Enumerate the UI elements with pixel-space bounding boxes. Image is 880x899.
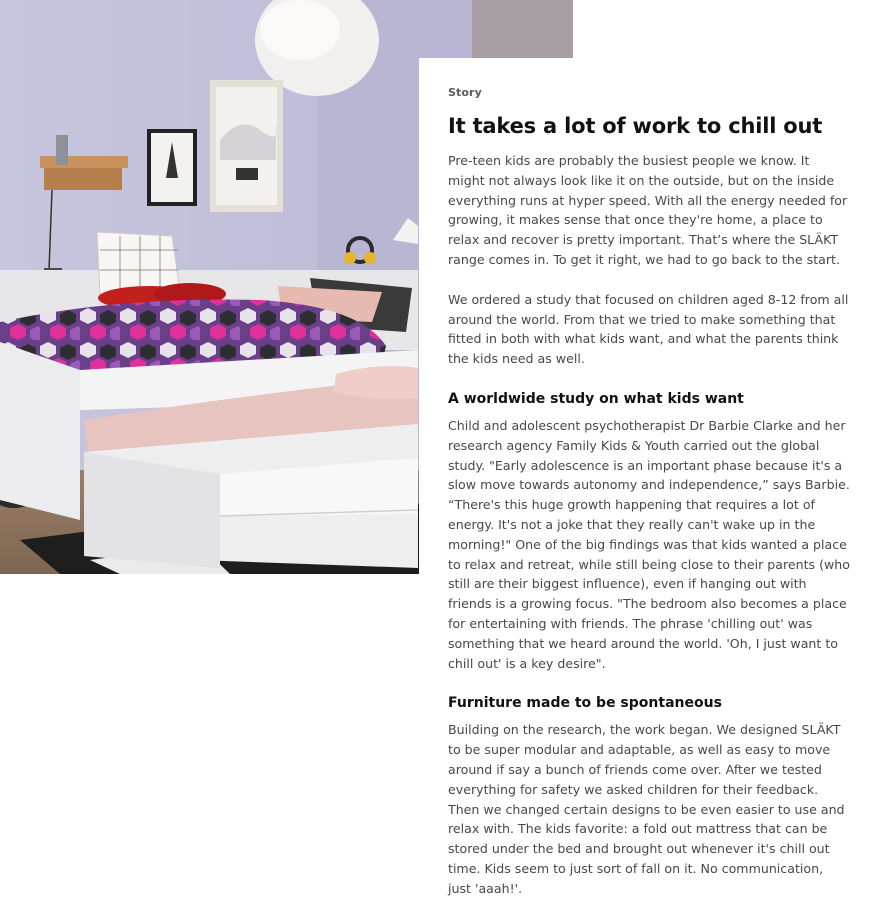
story-card [419,58,880,896]
section-body-study: Child and adolescent psychotherapist Dr Barbie Clarke and her research agency Family Kids & Youth carried out the global study. "Early adolescence is an important phase because it's a slow move towards autonomy and independence,” says Barbie. “There's this huge growth happening that requires a lot of energy. It's not a joke that they really can't wake up in the morning!" One of the big findings was that kids wanted a place to relax and retreat, while still being close to their parents (who still are their biggest influence), even if hanging out with friends is a growing focus. "The bedroom also becomes a place for entertaining with friends. The phrase 'chilling out' was something that we heard around the world. 'Oh, I just want to chill out' is a key desire". [448,417,850,671]
section-heading-furniture: Furniture made to be spontaneous [448,695,722,712]
article-title: It takes a lot of work to chill out [448,114,823,138]
story-eyebrow: Story [448,86,482,99]
section-heading-study: A worldwide study on what kids want [448,390,744,407]
section-body-furniture: Building on the research, the work began. We designed SLÄKT to be super modular and adaptable, as well as easy to move around if say a bunch of friends come over. After we tested everything for safety we asked children for their feedback. Then we changed certain designs to be even easier to use and relax with. The kids favorite: a fold out mattress that can be stored under the bed and brought out whenever it's chill out time. Kids seem to just sort of fall on it. No communication, just 'aaah!'. [448,722,845,896]
intro-paragraph-2: We ordered a study that focused on children aged 8-12 from all around the world. From that we tried to make something that fitted in both with what kids want, and what the parents think the kids need as well. [448,291,849,367]
intro-paragraph-1: Pre-teen kids are probably the busiest people we know. It might not always look like it on the outside, but on the inside everything runs at hyper speed. With all the energy needed for growing, it makes sense that once they're home, a place to relax and recover is pretty important. That’s where the SLÄKT range comes in. To get it right, we had to go back to the start. [448,153,848,267]
